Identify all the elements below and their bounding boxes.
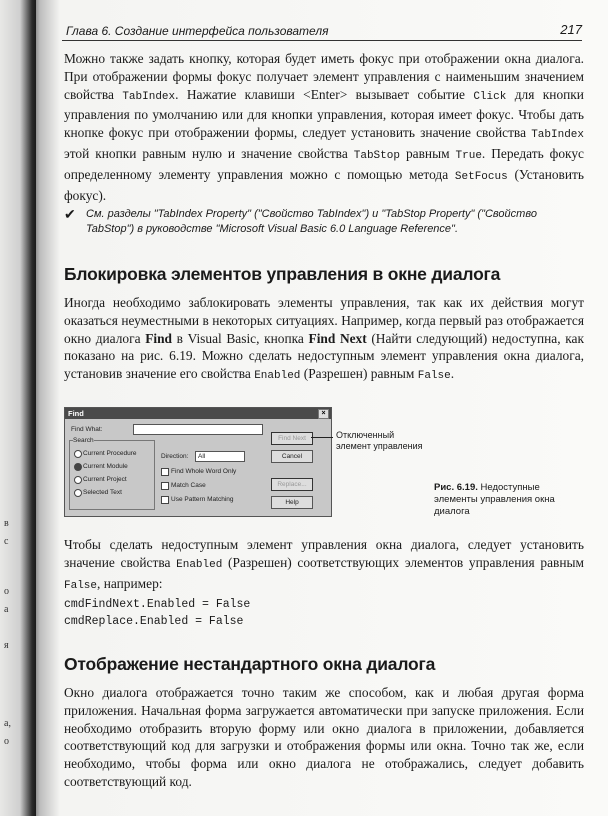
figure-caption: Рис. 6.19. Недоступные элементы управления окна диалога <box>434 482 555 517</box>
help-button: Help <box>271 496 313 509</box>
running-header <box>62 22 582 41</box>
code-term: True <box>455 149 482 162</box>
code-term: Enabled <box>176 558 223 571</box>
page-number: 217 <box>560 22 582 37</box>
find-next-button: Find Next <box>271 432 313 445</box>
checkbox-match-case <box>161 482 169 490</box>
code-term: Enabled <box>254 370 301 383</box>
callout-label: Отключенный элемент управления <box>336 430 423 451</box>
code-term: TabIndex <box>122 90 176 103</box>
code-term: False <box>64 579 98 592</box>
checkbox-pattern <box>161 496 169 504</box>
margin-fragment: о <box>4 736 9 747</box>
section-heading: Блокировка элементов управления в окне диалога <box>64 264 501 284</box>
direction-select: All <box>195 451 245 462</box>
paragraph-disable: Иногда необходимо заблокировать элементы управления, так как их действия могут оказаться неуместными в некоторых ситуациях. Например, когда первый раз отображается окно диалога Find в Visual Basic, кнопка Find Next (Найти следующий) недоступна, как показано на рис. 6.19. Можно сделать недоступным элемент управления окна диалога, установив значение его свойства Enabled (Разрешен) равным False. <box>64 295 584 383</box>
code-term: TabStop <box>353 149 400 162</box>
previous-page-edge <box>0 0 36 816</box>
code-line: cmdFindNext.Enabled = False <box>64 598 251 611</box>
checkmark-icon: ✔ <box>64 206 76 222</box>
dialog-title: Find <box>68 409 84 418</box>
callout-leader <box>311 437 333 438</box>
margin-fragment: о <box>4 586 9 597</box>
paragraph-focus: Можно также задать кнопку, которая будет иметь фокус при отображении окна диалога. При отображении формы фокус получает элемент управления с наименьшим значением свойства TabIndex. Нажатие клавиши <Enter> вызывает событие Click для кнопки управления по умолчанию или для кнопки управления, которая имеет фокус. Чтобы дать кнопке фокус при отображении формы, следует установить значение свойства TabIndex этой кнопки равным нулю и значение свойства TabStop равным True. Передать фокус определенному элементу управления можно с помощью метода SetFocus (Установить фокус). <box>64 51 584 203</box>
chapter-title: Глава 6. Создание интерфейса пользователя <box>66 24 329 38</box>
note-text: См. разделы "TabIndex Property" ("Свойство TabIndex") и "TabStop Property" ("Свойство TabStop") в руководстве "Microsoft Visual Basic 6.0 Language Reference". <box>86 208 537 235</box>
dialog-title-bar <box>65 408 331 419</box>
code-example <box>64 596 250 630</box>
find-what-input <box>133 424 263 435</box>
cancel-button: Cancel <box>271 450 313 463</box>
margin-fragment: а, <box>4 718 11 729</box>
checkbox-whole-word <box>161 468 169 476</box>
replace-button: Replace... <box>271 478 313 491</box>
code-line: cmdReplace.Enabled = False <box>64 615 244 628</box>
radio-current-procedure <box>74 450 82 458</box>
margin-fragment: в <box>4 518 9 529</box>
direction-label: Direction: <box>161 453 189 460</box>
margin-fragment: с <box>4 536 9 547</box>
radio-selected-text <box>74 489 82 497</box>
margin-fragment: а <box>4 604 9 615</box>
radio-current-module <box>74 463 82 471</box>
radio-current-project <box>74 476 82 484</box>
find-what-label: Find What: <box>71 426 103 433</box>
find-dialog-figure: Find × Find What: Search Current Procedure Current Module Current Project Selected Text Direction: All Find Whole Word Only Match Case Use Pattern Matching Find Next Cancel Replace... Help <box>64 407 332 517</box>
code-term: TabIndex <box>531 129 584 142</box>
search-label: Search <box>73 437 94 444</box>
margin-fragment: я <box>4 640 9 651</box>
section-heading: Отображение нестандартного окна диалога <box>64 654 436 674</box>
code-term: Click <box>473 90 507 103</box>
close-icon: × <box>318 409 329 419</box>
paragraph-disable-howto: Чтобы сделать недоступным элемент управления окна диалога, следует установить значение свойства Enabled (Разрешен) соответствующих элементов управления равным False, например: <box>64 537 584 592</box>
code-term: False <box>417 370 451 383</box>
paragraph-custom-dialog: Окно диалога отображается точно таким же способом, как и любая другая форма приложения. Начальная форма загружается автоматически при запуске приложения. Если необходимо отобразить вторую форму или окно диалога в приложении, добавляется соответствующий код для загрузки и отображения формы или окна. Точно так же, если необходимо, чтобы форма или окно диалога не отображались, следует добавить соответствующий код. <box>64 685 584 789</box>
code-term: SetFocus <box>454 170 508 183</box>
